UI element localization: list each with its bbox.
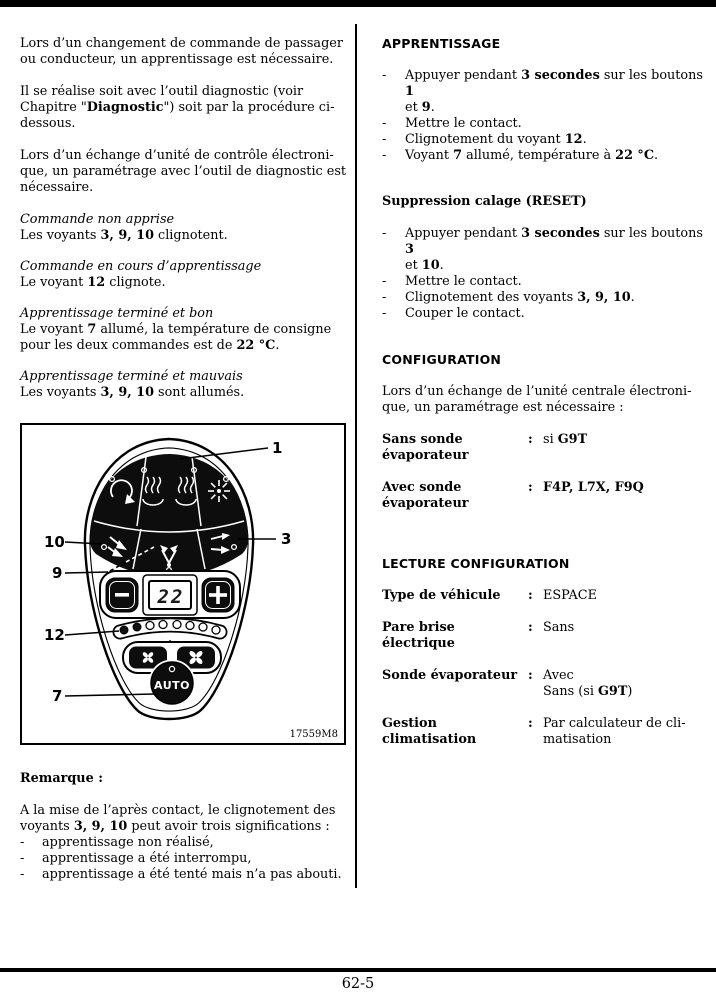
config-label: Gestion climatisation: [382, 716, 477, 747]
config-row: [382, 716, 704, 748]
figure-reference: 17559M8: [289, 729, 338, 740]
dash-bullet: -: [382, 68, 387, 83]
dash-bullet: -: [382, 274, 387, 289]
config-value: Par calculateur de cli- matisation: [543, 716, 686, 747]
temp-display: [143, 575, 197, 615]
state-block: [20, 369, 350, 401]
auto-button: [149, 660, 196, 707]
dash-bullet: -: [382, 132, 387, 147]
auto-button-label: AUTO: [154, 679, 190, 692]
config-colon: :: [528, 620, 533, 635]
config-label: Pare brise électrique: [382, 620, 455, 651]
section-heading-apprentissage: APPRENTISSAGE: [382, 36, 501, 51]
config-colon: :: [528, 716, 533, 731]
state-block: [20, 259, 350, 291]
list-item: - Mettre le contact.: [382, 116, 522, 131]
config-row: [382, 588, 704, 604]
left-column: [20, 36, 350, 883]
callout-3: 3: [281, 530, 292, 548]
dash-bullet: -: [20, 835, 25, 850]
climate-control-panel-diagram: [22, 425, 344, 743]
dash-bullet: -: [382, 306, 387, 321]
config-label: Sonde évaporateur: [382, 668, 518, 683]
config-value: si G9T: [543, 432, 588, 447]
dash-bullet: -: [382, 226, 387, 241]
config-row: [382, 432, 704, 464]
config-value: Avec Sans (si G9T): [543, 668, 633, 699]
callout-1: 1: [272, 439, 283, 457]
list-item: - Mettre le contact.: [382, 274, 522, 289]
column-divider: [355, 24, 357, 888]
config-colon: :: [528, 432, 533, 447]
dash-bullet: -: [382, 290, 387, 305]
temp-display-value: 22: [157, 586, 185, 608]
section-heading-reset: Suppression calage (RESET): [382, 194, 587, 209]
remark-item: - apprentissage a été interrompu,: [20, 851, 252, 866]
callout-12: 12: [44, 626, 65, 644]
state-body: Les voyants 3, 9, 10 clignotent.: [20, 228, 228, 243]
list-item: - Clignotement des voyants 3, 9, 10.: [382, 290, 635, 305]
remark-body: A la mise de l’après contact, le clignotement des voyants 3, 9, 10 peut avoir trois significations :: [20, 803, 336, 834]
config-label: Type de véhicule: [382, 588, 501, 603]
reset-list: [382, 226, 704, 322]
led-strip: [120, 621, 220, 635]
dash-bullet: -: [20, 867, 25, 882]
section-heading-configuration: CONFIGURATION: [382, 352, 502, 367]
config-colon: :: [528, 588, 533, 603]
state-block: [20, 212, 350, 244]
list-item: - Appuyer pendant 3 secondes sur les boutons 1 et 9.: [382, 68, 703, 115]
state-body: Les voyants 3, 9, 10 sont allumés.: [20, 385, 245, 400]
config-row: [382, 668, 704, 700]
intro-paragraph-3: Lors d’un échange d’unité de contrôle électroni- que, un paramétrage avec l’outil de diagnostic est nécessaire.: [20, 148, 347, 195]
climate-panel-figure: [20, 423, 346, 745]
intro-paragraph-1: Lors d’un changement de commande de passager ou conducteur, un apprentissage est nécessaire.: [20, 36, 343, 67]
config-label: Sans sonde évaporateur: [382, 432, 469, 463]
config-row: [382, 480, 704, 512]
state-title: Commande non apprise: [20, 212, 175, 227]
page-number: 62-5: [341, 976, 375, 992]
config-value: ESPACE: [543, 588, 597, 603]
footer-rule: [0, 968, 716, 972]
top-rule: [0, 0, 716, 7]
remark-item: - apprentissage non réalisé,: [20, 835, 214, 850]
section-heading-lecture: LECTURE CONFIGURATION: [382, 556, 570, 571]
remark-item: - apprentissage a été tenté mais n’a pas abouti.: [20, 867, 342, 882]
state-block: [20, 306, 350, 354]
state-title: Apprentissage terminé et bon: [20, 306, 214, 321]
callout-9: 9: [52, 564, 63, 582]
right-column: [382, 36, 704, 748]
dash-bullet: -: [382, 148, 387, 163]
dash-bullet: -: [382, 116, 387, 131]
apprentissage-list: [382, 68, 704, 164]
list-item: - Voyant 7 allumé, température à 22 °C.: [382, 148, 659, 163]
remark-title: Remarque :: [20, 771, 103, 786]
config-colon: :: [528, 668, 533, 683]
config-label: Avec sonde évaporateur: [382, 480, 469, 511]
list-item: - Appuyer pendant 3 secondes sur les boutons 3 et 10.: [382, 226, 703, 273]
list-item: - Couper le contact.: [382, 306, 525, 321]
list-item: - Clignotement du voyant 12.: [382, 132, 587, 147]
config-value: F4P, L7X, F9Q: [543, 480, 644, 495]
config-colon: :: [528, 480, 533, 495]
temp-minus-button: [106, 578, 138, 612]
intro-paragraph-2: Il se réalise soit avec l’outil diagnostic (voir Chapitre "Diagnostic") soit par la procédure ci- dessous.: [20, 84, 335, 131]
config-row: [382, 620, 704, 652]
ac-sun-icon: [208, 480, 230, 502]
state-title: Apprentissage terminé et mauvais: [20, 369, 243, 384]
configuration-intro: Lors d’un échange de l’unité centrale électroni- que, un paramétrage est nécessaire :: [382, 384, 692, 415]
remark-section: [20, 771, 350, 883]
temp-plus-button: [202, 578, 234, 612]
config-value: Sans: [543, 620, 575, 635]
callout-10: 10: [44, 533, 65, 551]
dash-bullet: -: [20, 851, 25, 866]
state-body: Le voyant 7 allumé, la température de consigne pour les deux commandes est de 22 °C.: [20, 322, 332, 353]
state-body: Le voyant 12 clignote.: [20, 275, 166, 290]
callout-7: 7: [52, 687, 63, 705]
state-title: Commande en cours d’apprentissage: [20, 259, 262, 274]
